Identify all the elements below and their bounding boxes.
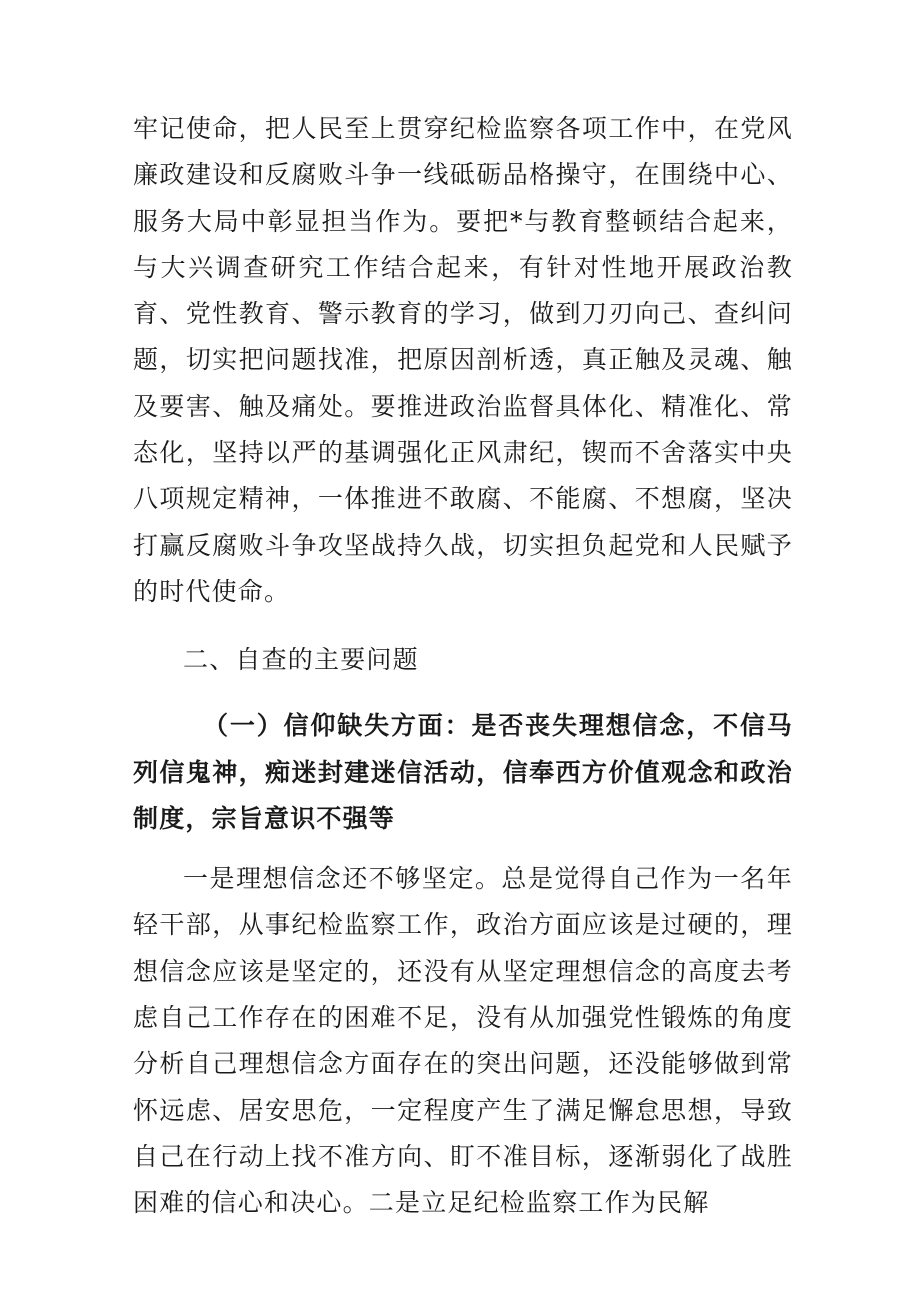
body-paragraph-continuation: 牢记使命，把人民至上贯穿纪检监察各项工作中，在党风廉政建设和反腐败斗争一线砥砺品格操守，在围绕中心、服务大局中彰显担当作为。要把*与教育整顿结合起来，与大兴调查研究工作结合起来，有针对性地开展政治教育、党性教育、警示教育的学习，做到刀刃向己、查纠问题，切实把问题找准，把原因剖析透，真正触及灵魂、触及要害、触及痛处。要推进政治监督具体化、精准化、常态化，坚持以严的基调强化正风肃纪，锲而不舍落实中央八项规定精神，一体推进不敢腐、不能腐、不想腐，坚决打赢反腐败斗争攻坚战持久战，切实担负起党和人民赋予的时代使命。 — [133, 114, 793, 606]
section-heading: 二、自查的主要问题 — [183, 645, 419, 675]
subsection-heading: （一）信仰缺失方面：是否丧失理想信念，不信马列信鬼神，痴迷封建迷信活动，信奉西方价值观念和政治制度，宗旨意识不强等 — [133, 711, 793, 833]
body-paragraph: 一是理想信念还不够坚定。总是觉得自己作为一名年轻干部，从事纪检监察工作，政治方面应该是过硬的，理想信念应该是坚定的，还没有从坚定理想信念的高度去考虑自己工作存在的困难不足，没有从加强党性锻炼的角度分析自己理想信念方面存在的突出问题，还没能够做到常怀远虑、居安思危，一定程度产生了满足懈怠思想，导致自己在行动上找不准方向、盯不准目标，逐渐弱化了战胜困难的信心和决心。二是立足纪检监察工作为民解 — [133, 864, 793, 1218]
document-body — [133, 106, 793, 1227]
